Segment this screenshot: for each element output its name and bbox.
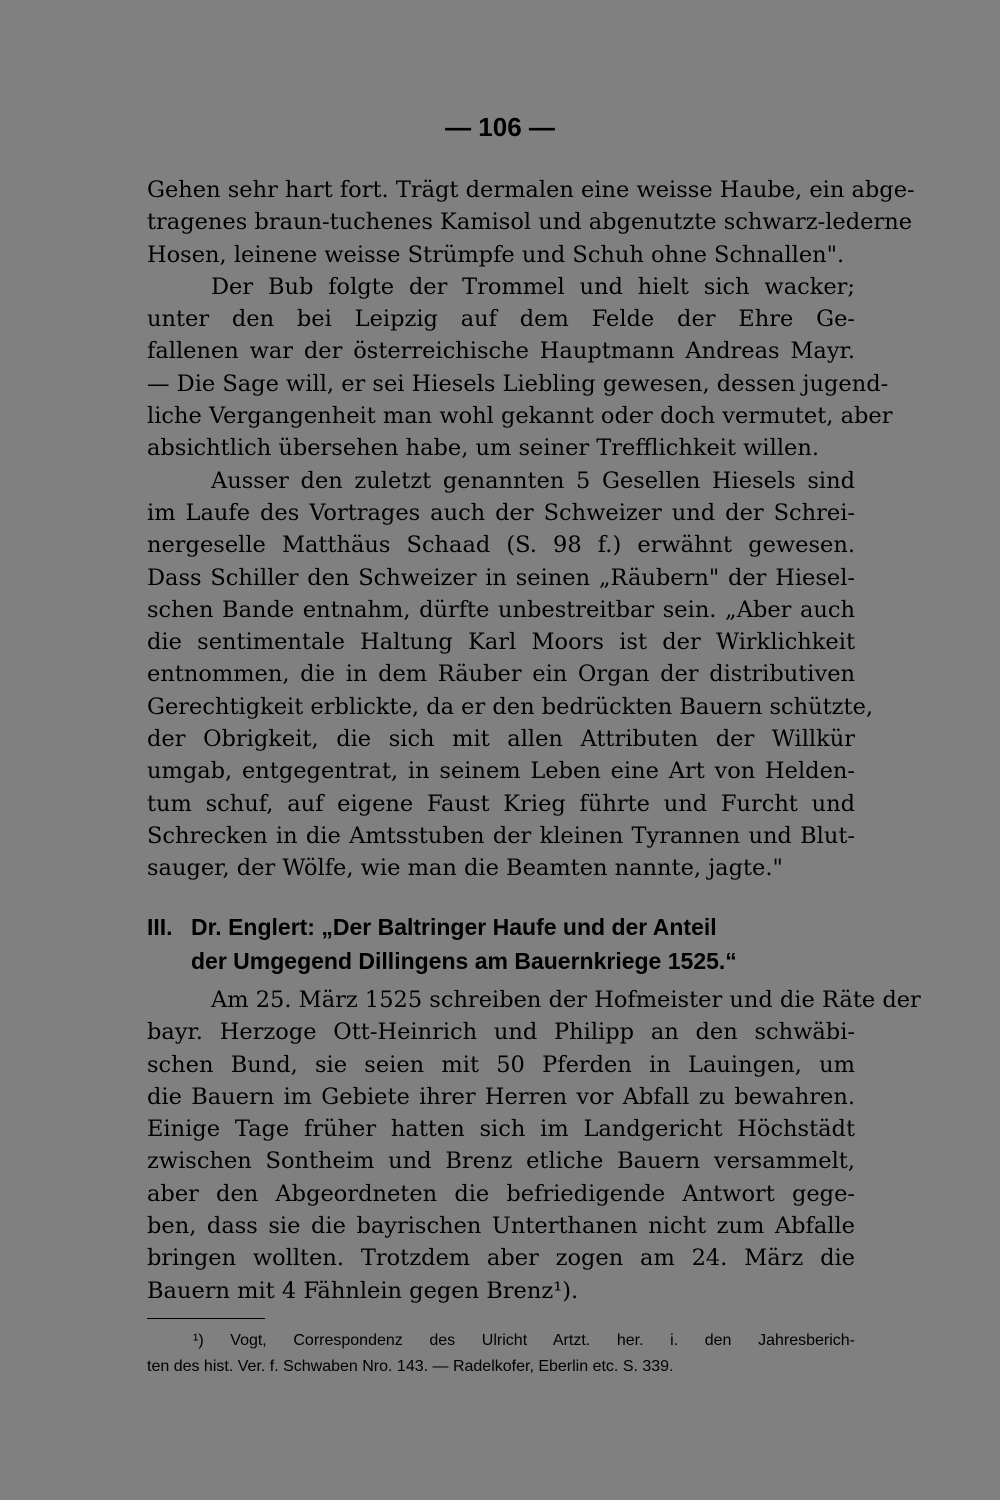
text-line: — Die Sage will, er sei Hiesels Liebling gewesen, dessen jugend- [147, 370, 889, 397]
text-line: nergeselle Matthäus Schaad (S. 98 f.) erwähnt gewesen. [147, 532, 855, 559]
footnote-line: ¹) Vogt, Correspondenz des Ulricht Artzt. her. i. den Jahresberich- [193, 1332, 855, 1349]
text-line: umgab, entgegentrat, in seinem Leben eine Art von Helden- [147, 758, 855, 785]
paragraph-hiesel [147, 174, 915, 885]
text-line: sauger, der Wölfe, wie man die Beamten nannte, jagte." [147, 855, 783, 882]
text-line: Ausser den zuletzt genannten 5 Gesellen Hiesels sind [211, 467, 855, 494]
text-line: fallenen war der österreichische Hauptmann Andreas Mayr. [147, 338, 855, 365]
footnote-line: ten des hist. Ver. f. Schwaben Nro. 143. — Radelkofer, Eberlin etc. S. 339. [147, 1358, 674, 1375]
section-number: III. [147, 914, 173, 940]
page-number: — 106 — [445, 112, 555, 142]
text-line: ben, dass sie die bayrischen Unterthanen nicht zum Abfalle [147, 1213, 855, 1240]
text-line: schen Bund, sie seien mit 50 Pferden in Lauingen, um [147, 1051, 855, 1078]
section-title-line: der Umgegend Dillingens am Bauernkriege 1525.“ [191, 948, 737, 974]
paragraph-bauernkrieg [147, 984, 921, 1307]
text-line: tragenes braun-tuchenes Kamisol und abgenutzte schwarz-lederne [147, 209, 913, 236]
text-line: Hosen, leinene weisse Strümpfe und Schuh ohne Schnallen". [147, 241, 845, 268]
text-line: schen Bande entnahm, dürfte unbestreitbar sein. „Aber auch [147, 596, 855, 623]
text-line: Dass Schiller den Schweizer in seinen „Räubern" der Hiesel- [147, 564, 855, 591]
text-line: tum schuf, auf eigene Faust Krieg führte und Furcht und [147, 790, 855, 817]
text-line: bayr. Herzoge Ott-Heinrich und Philipp an den schwäbi- [147, 1019, 855, 1046]
text-line: die Bauern im Gebiete ihrer Herren vor Abfall zu bewahren. [147, 1083, 855, 1110]
text-line: bringen wollten. Trotzdem aber zogen am 24. März die [147, 1245, 855, 1272]
text-line: Gerechtigkeit erblickte, da er den bedrückten Bauern schützte, [147, 693, 874, 720]
text-line: Der Bub folgte der Trommel und hielt sich wacker; [211, 273, 855, 300]
text-line: liche Vergangenheit man wohl gekannt oder doch vermutet, aber [147, 403, 893, 430]
text-line: der Obrigkeit, die sich mit allen Attributen der Willkür [147, 726, 855, 753]
text-line: Gehen sehr hart fort. Trägt dermalen eine weisse Haube, ein abge- [147, 177, 915, 203]
footnote [147, 1328, 855, 1380]
text-line: unter den bei Leipzig auf dem Felde der Ehre Ge- [147, 306, 855, 333]
text-line: absichtlich übersehen habe, um seiner Trefflichkeit willen. [147, 435, 819, 462]
text-line: Bauern mit 4 Fähnlein gegen Brenz¹). [147, 1277, 579, 1304]
text-line: entnommen, die in dem Räuber ein Organ der distributiven [147, 661, 855, 688]
footnote-divider [147, 1318, 265, 1319]
text-line: die sentimentale Haltung Karl Moors ist der Wirklichkeit [147, 629, 855, 656]
text-line: im Laufe des Vortrages auch der Schweizer und der Schrei- [147, 499, 855, 526]
section-title-line: Dr. Englert: „Der Baltringer Haufe und der Anteil [191, 914, 717, 940]
text-line: Schrecken in die Amtsstuben der kleinen Tyrannen und Blut- [147, 822, 855, 849]
text-line: zwischen Sontheim und Brenz etliche Bauern versammelt, [147, 1148, 855, 1175]
text-line: aber den Abgeordneten die befriedigende Antwort gege- [147, 1180, 855, 1207]
section-heading [147, 910, 855, 978]
text-line: Einige Tage früher hatten sich im Landgericht Höchstädt [147, 1116, 855, 1143]
text-line: Am 25. März 1525 schreiben der Hofmeister und die Räte der [211, 987, 921, 1013]
